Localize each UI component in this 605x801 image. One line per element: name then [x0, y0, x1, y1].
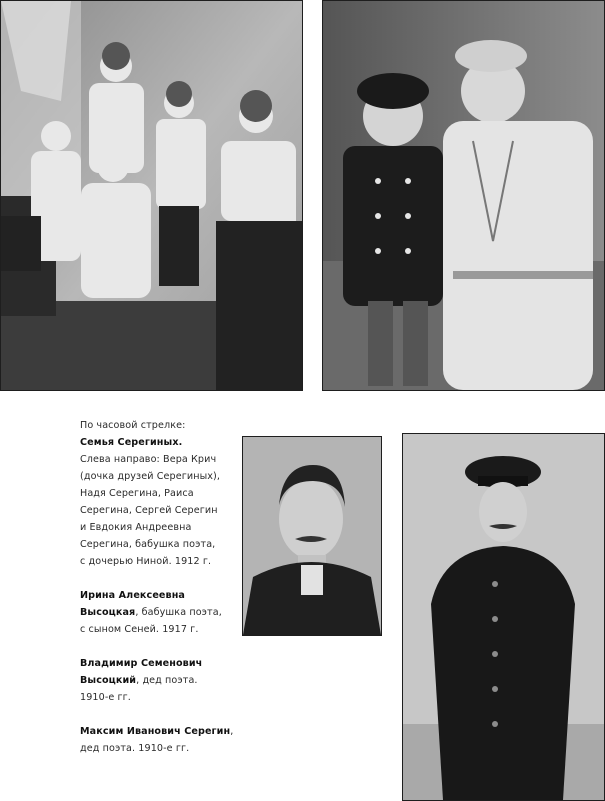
family-photo-image: [1, 1, 302, 390]
caption-family-line: с дочерью Ниной. 1912 г.: [80, 556, 212, 567]
caption-mother-line: Высоцкая, бабушка поэта,: [80, 607, 222, 618]
grandpa1-photo-image: [243, 437, 381, 635]
caption-family-line: (дочка друзей Серегиных),: [80, 471, 221, 482]
caption-grandpa1-line: Высоцкий, дед поэта.: [80, 675, 198, 686]
caption-grandpa2-title: Максим Иванович Серегин,: [80, 726, 234, 737]
caption-grandpa1-title: Владимир Семенович: [80, 658, 203, 669]
caption-family-title: Семья Серегиных.: [80, 437, 183, 448]
caption-family-line: Слева направо: Вера Крич: [80, 454, 217, 465]
caption-grandpa2-line: дед поэта. 1910-е гг.: [80, 743, 190, 754]
photo-captions: [80, 417, 240, 757]
photo-vladimir-vysotsky-sr: [242, 436, 382, 636]
caption-family-line: и Евдокия Андреевна: [80, 522, 192, 533]
photo-maksim-seregin: [402, 433, 605, 801]
caption-intro: По часовой стрелке:: [80, 420, 186, 431]
grandpa2-photo-image: [403, 434, 604, 800]
photo-seregin-family: [0, 0, 303, 391]
mother-son-photo-image: [323, 1, 604, 390]
caption-family-line: Серегина, бабушка поэта,: [80, 539, 216, 550]
caption-mother-line: с сыном Сеней. 1917 г.: [80, 624, 199, 635]
caption-mother-title: Ирина Алексеевна: [80, 590, 186, 601]
caption-grandpa1-line: 1910-е гг.: [80, 692, 131, 703]
caption-family-line: Надя Серегина, Раиса: [80, 488, 194, 499]
photo-vysotskaya-with-son: [322, 0, 605, 391]
caption-family-line: Серегина, Сергей Серегин: [80, 505, 218, 516]
